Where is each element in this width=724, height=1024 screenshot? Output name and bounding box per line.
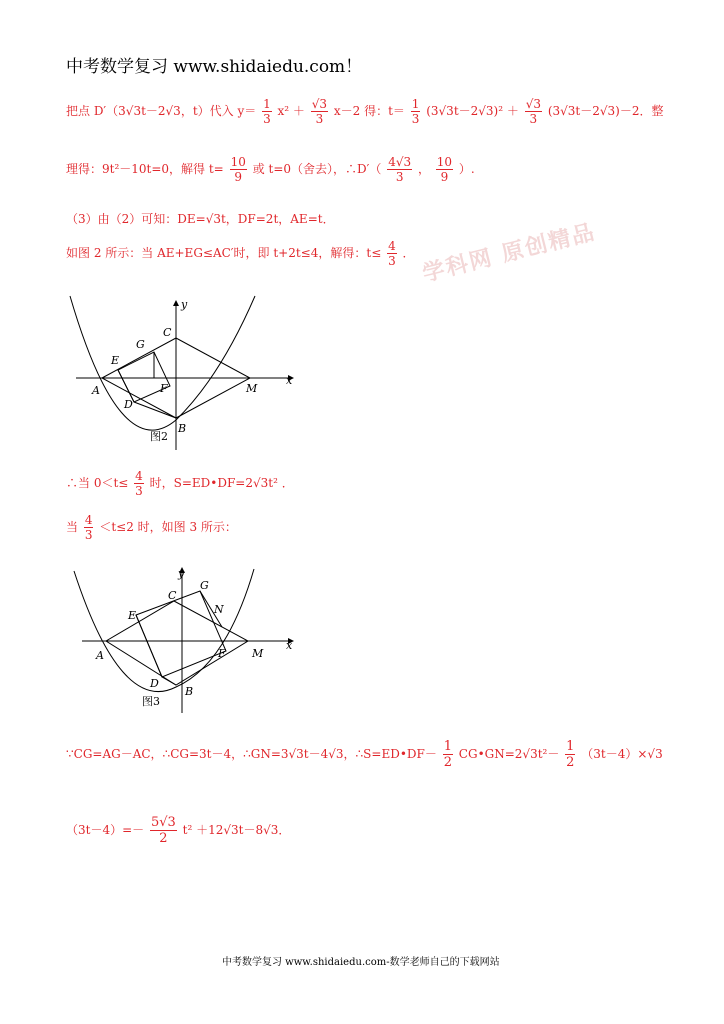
fraction: [150, 816, 177, 845]
label-n: N: [214, 603, 224, 616]
numerator: 5√3: [150, 815, 176, 830]
label-a: A: [92, 384, 100, 397]
p1-text-d: (3√3t－2√3)² ＋: [426, 104, 519, 118]
fraction: [230, 156, 247, 183]
p8-text-a: （3t－4）=－: [66, 823, 145, 837]
y-axis-arrow: [173, 300, 179, 306]
solution-line-figure2-condition: [66, 240, 415, 267]
label-m: M: [246, 382, 258, 395]
p1-text-a: 把点 D′（3√3t－2√3，t）代入 y＝: [66, 104, 257, 118]
denominator: 9: [234, 170, 243, 184]
parabola-curve: [74, 569, 254, 692]
denominator: 3: [84, 528, 93, 542]
label-g: G: [136, 338, 145, 351]
numerator: 10: [230, 155, 246, 169]
fraction: [262, 98, 272, 125]
label-x: x: [286, 374, 293, 387]
fraction: [134, 470, 144, 497]
label-a: A: [96, 649, 104, 662]
label-c: C: [168, 589, 177, 602]
rectangle-egfd: [136, 591, 226, 677]
denominator: 9: [440, 170, 449, 184]
label-e: E: [128, 609, 137, 622]
p2-text-c: ，: [417, 162, 430, 176]
solution-line-substitute: [66, 98, 663, 125]
solution-line-area-case1: [66, 470, 294, 497]
label-f: F: [218, 647, 226, 660]
p1-text-b: x² ＋: [277, 104, 305, 118]
label-m: M: [252, 647, 264, 660]
solution-line-simplify: [66, 156, 475, 183]
page-footer: 中考数学复习 www.shidaiedu.com-数学老师自己的下载网站: [222, 957, 500, 968]
label-g: G: [200, 579, 209, 592]
numerator: 4: [388, 239, 396, 253]
numerator: 1: [411, 97, 420, 111]
p7-text-c: （3t－4）×√3: [581, 747, 663, 761]
fraction: [387, 156, 412, 183]
p5-text-b: 时，S=ED•DF=2√3t² ．: [149, 476, 294, 490]
numerator: √3: [311, 97, 328, 111]
numerator: 4: [84, 513, 93, 527]
p8-text-b: t² ＋12√3t－8√3．: [182, 823, 291, 837]
figure-3-caption: 图3: [142, 695, 160, 708]
numerator: 4√3: [388, 155, 412, 169]
p5-text-a: ∴当 0＜t≤: [66, 476, 129, 490]
label-b: B: [185, 685, 194, 698]
p1-text-c: x－2 得：t＝: [333, 104, 405, 118]
segment-d-b: [134, 402, 176, 418]
fraction: [525, 98, 542, 125]
denominator: 3: [529, 112, 538, 126]
denominator: 3: [388, 254, 396, 268]
denominator: 3: [263, 112, 271, 126]
figure-2-diagram: [60, 292, 310, 452]
label-c: C: [163, 326, 172, 339]
p7-text-a: ∵CG=AG－AC，∴CG=3t－4，∴GN=3√3t－4√3，∴S=ED•DF－: [66, 747, 437, 761]
parabola-curve: [70, 296, 255, 430]
label-f: F: [160, 382, 168, 395]
denominator: 2: [443, 755, 452, 770]
solution-line-part3: （3）由（2）可知：DE=√3t，DF=2t，AE=t．: [66, 212, 335, 226]
p2-text-d: ）.: [458, 162, 475, 176]
numerator: 1: [263, 97, 271, 111]
fraction: [443, 740, 453, 769]
solution-line-area-case2: [66, 740, 663, 769]
label-x: x: [286, 639, 293, 652]
p2-text-b: 或 t=0（舍去），∴D′（: [252, 162, 382, 176]
fraction: [311, 98, 328, 125]
numerator: 10: [436, 155, 453, 169]
numerator: √3: [525, 97, 541, 111]
numerator: 4: [135, 469, 143, 483]
p1-text-e: (3√3t－2√3)－2．整: [547, 104, 664, 118]
p4-text-b: ．: [402, 246, 415, 260]
denominator: 3: [135, 484, 143, 498]
p7-text-b: CG•GN=2√3t²－: [458, 747, 560, 761]
watermark: 学科网 原创精品: [420, 219, 599, 288]
fraction: [84, 514, 94, 541]
numerator: 1: [443, 739, 452, 754]
fraction: [436, 156, 453, 183]
p4-text-a: 如图 2 所示：当 AE+EG≤AC′时，即 t+2t≤4，解得：t≤: [66, 246, 382, 260]
label-b: B: [178, 422, 187, 435]
denominator: 3: [411, 112, 420, 126]
solution-line-case2: [66, 514, 237, 541]
label-d: D: [124, 398, 133, 411]
page-header: 中考数学复习 www.shidaiedu.com！: [66, 57, 363, 77]
denominator: 2: [159, 831, 168, 846]
label-y: y: [181, 298, 188, 311]
denominator: 2: [566, 755, 575, 770]
numerator: 1: [566, 739, 575, 754]
figure-3-diagram: [66, 565, 306, 715]
fraction: [565, 740, 575, 769]
fraction: [411, 98, 421, 125]
fraction: [387, 240, 397, 267]
segment-d-b: [162, 677, 176, 685]
label-y: y: [178, 567, 185, 580]
label-e: E: [111, 354, 120, 367]
solution-line-area-result: [66, 816, 290, 845]
figure-2-caption: 图2: [150, 430, 168, 443]
p2-text-a: 理得：9t²－10t=0，解得 t=: [66, 162, 224, 176]
denominator: 3: [395, 170, 404, 184]
p6-text-b: ＜t≤2 时，如图 3 所示：: [99, 520, 237, 534]
p6-text-a: 当: [66, 520, 79, 534]
denominator: 3: [315, 112, 324, 126]
label-d: D: [150, 677, 159, 690]
